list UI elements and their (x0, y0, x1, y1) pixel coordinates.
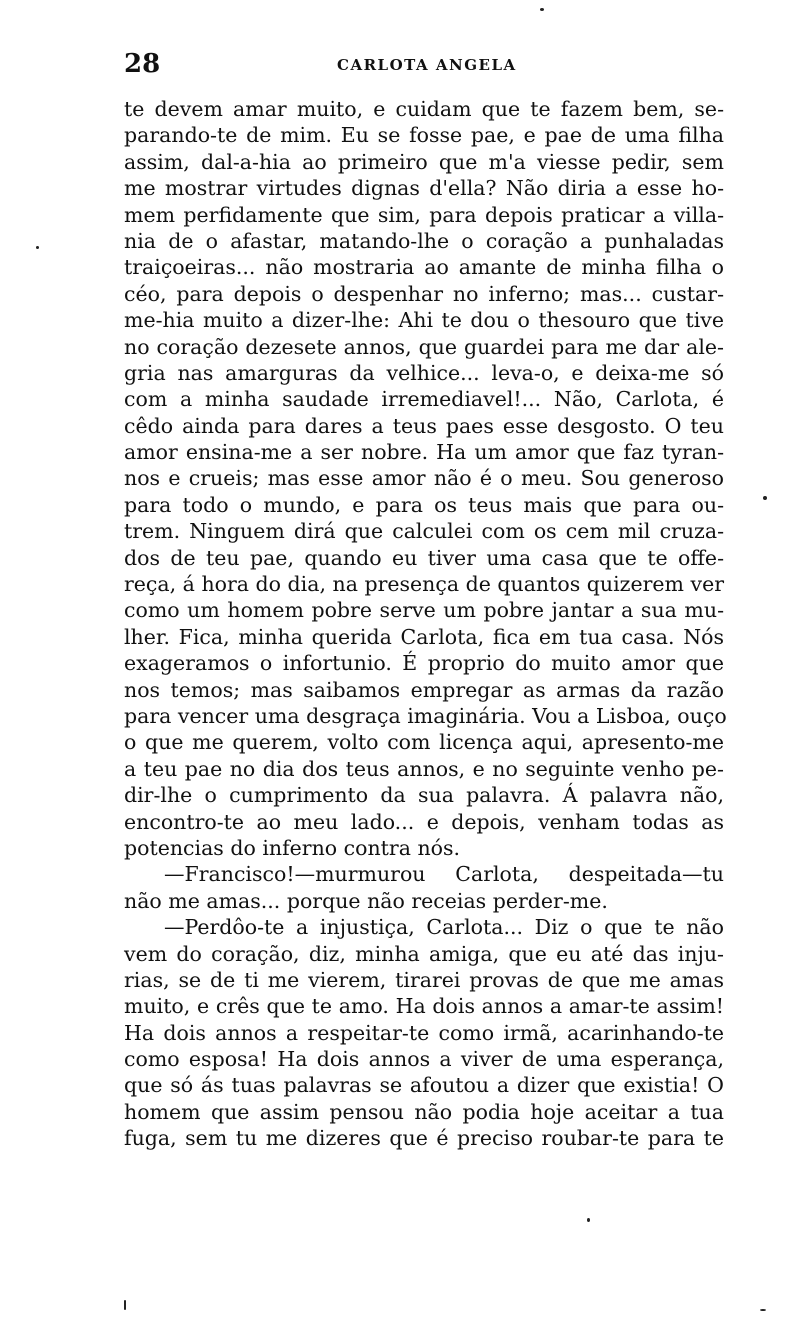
text-line: para vencer uma desgraça imaginária. Vou a Lisboa, ouço (124, 703, 727, 728)
page-number: 28 (124, 49, 161, 79)
text-line: para todo o mundo, e para os teus mais que para ou- (124, 492, 724, 517)
scan-speck (763, 496, 767, 500)
text-line: homem que assim pensou não podia hoje aceitar a tua (124, 1099, 724, 1124)
text-line: dos de teu pae, quando eu tiver uma casa que te offe- (124, 545, 724, 570)
text-line: exageramos o infortunio. É proprio do muito amor que (124, 651, 724, 676)
text-line: —Perdôo-te a injustiça, Carlota... Diz o que te não (164, 915, 724, 940)
text-line: te devem amar muito, e cuidam que te fazem bem, se- (124, 97, 724, 121)
text-line: amor ensina-me a ser nobre. Ha um amor que faz tyran- (124, 440, 724, 465)
text-line: parando-te de mim. Eu se fosse pae, e pae de uma filha (124, 123, 724, 148)
running-head: CARLOTA ANGELA (337, 56, 517, 74)
text-line: nos e crueis; mas esse amor não é o meu. Sou generoso (124, 466, 724, 491)
text-line: me mostrar virtudes dignas d'ella? Não diria a esse ho- (124, 176, 724, 201)
text-line: trem. Ninguem dirá que calculei com os cem mil cruza- (124, 519, 724, 544)
text-line: mem perfidamente que sim, para depois praticar a villa- (124, 202, 724, 227)
text-line: fuga, sem tu me dizeres que é preciso roubar-te para te (124, 1126, 724, 1151)
text-line: lher. Fica, minha querida Carlota, fica em tua casa. Nós (124, 624, 724, 649)
scan-speck (587, 1218, 590, 1222)
text-line: como esposa! Ha dois annos a viver de uma esperança, (124, 1047, 724, 1072)
text-line: potencias do inferno contra nós. (124, 835, 461, 860)
text-line: céo, para depois o despenhar no inferno; mas... custar- (124, 281, 724, 306)
scan-speck (124, 1300, 126, 1310)
text-line: assim, dal-a-hia ao primeiro que m'a viesse pedir, sem (124, 149, 724, 174)
text-line: nos temos; mas saibamos empregar as armas da razão (124, 677, 724, 702)
text-line: me-hia muito a dizer-lhe: Ahi te dou o thesouro que tive (124, 308, 724, 333)
text-line: vem do coração, diz, minha amiga, que eu até das inju- (124, 941, 724, 966)
scan-speck (36, 246, 39, 249)
page-header (124, 46, 724, 82)
text-line: cêdo ainda para dares a teus paes esse desgosto. O teu (124, 413, 724, 438)
text-line: encontro-te ao meu lado... e depois, venham todas as (124, 809, 724, 834)
scan-speck (760, 1309, 766, 1311)
text-line: reça, á hora do dia, na presença de quantos quizerem ver (124, 572, 724, 597)
text-line: com a minha saudade irremediavel!... Não, Carlota, é (124, 387, 724, 412)
text-line: dir-lhe o cumprimento da sua palavra. Á palavra não, (124, 783, 724, 808)
text-line: a teu pae no dia dos teus annos, e no seguinte venho pe- (124, 756, 724, 781)
body-text (124, 96, 727, 1152)
text-line: Ha dois annos a respeitar-te como irmã, acarinhando-te (124, 1020, 724, 1045)
text-line: o que me querem, volto com licença aqui, apresento-me (124, 730, 724, 755)
text-line: como um homem pobre serve um pobre jantar a sua mu- (124, 598, 724, 623)
text-line: gria nas amarguras da velhice... leva-o, e deixa-me só (124, 360, 724, 385)
text-line: nia de o afastar, matando-lhe o coração a punhaladas (124, 228, 724, 253)
text-line: que só ás tuas palavras se afoutou a dizer que existia! O (124, 1073, 724, 1098)
text-line: muito, e crês que te amo. Ha dois annos a amar-te assim! (124, 994, 724, 1019)
text-line: no coração dezesete annos, que guardei para me dar ale- (124, 334, 724, 359)
text-line: traiçoeiras... não mostraria ao amante de minha filha o (124, 255, 724, 280)
text-line: rias, se de ti me vierem, tirarei provas de que me amas (124, 967, 724, 992)
text-line: —Francisco!—murmurou Carlota, despeitada—tu (164, 862, 724, 887)
text-line: não me amas... porque não receias perder-me. (124, 888, 608, 913)
scan-speck (540, 8, 544, 11)
